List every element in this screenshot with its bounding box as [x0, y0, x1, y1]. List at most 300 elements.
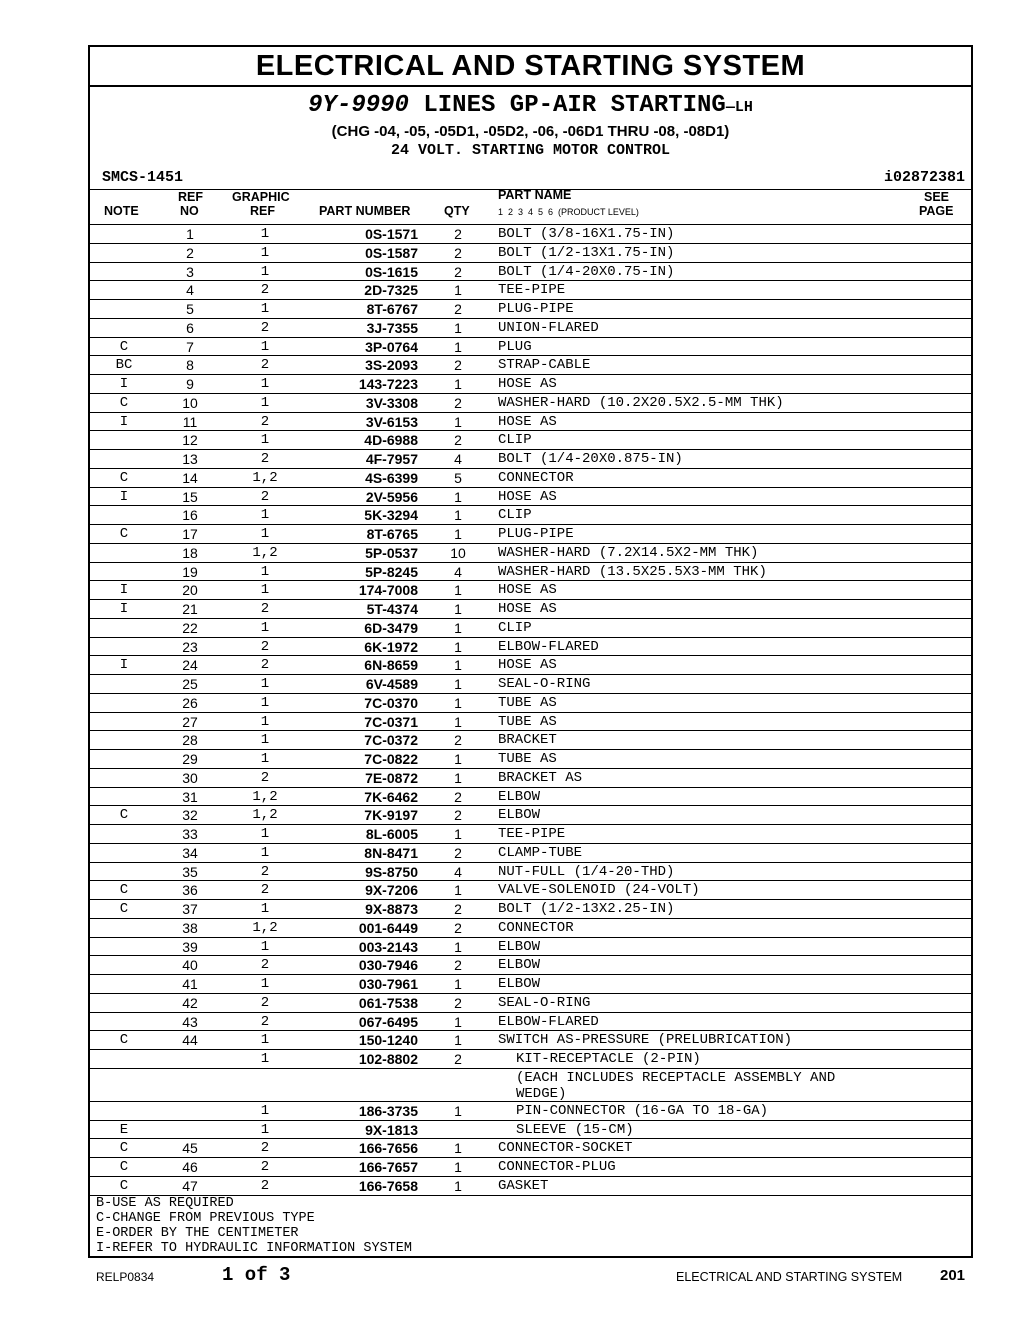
page-of: 1 of 3	[222, 1264, 291, 1286]
row-part-number: 4F-7957	[365, 451, 418, 467]
row-part-number: 030-7961	[358, 976, 418, 992]
illustration-id: i02872381	[883, 169, 965, 186]
row-qty: 4	[454, 863, 462, 880]
row-ref-no: 12	[182, 432, 198, 449]
row-ref-no: 36	[182, 882, 198, 899]
row-note: I	[119, 582, 129, 599]
parts-page-frame	[88, 45, 973, 1258]
row-part-name: HOSE AS	[498, 376, 557, 392]
row-part-name: TEE-PIPE	[498, 826, 566, 842]
row-part-name: CONNECTOR	[498, 919, 574, 936]
row-part-number: 5P-0537	[365, 544, 418, 561]
row-part-number: 5K-3294	[364, 507, 418, 524]
row-part-name: BRACKET	[498, 732, 557, 749]
page-footer	[0, 1262, 1020, 1292]
row-qty: 1	[454, 638, 462, 655]
row-qty: 1	[454, 769, 462, 786]
row-ref-no: 29	[182, 751, 198, 767]
row-part-name: SEAL-O-RING	[498, 676, 591, 692]
row-note: C	[119, 901, 129, 917]
row-part-number: 003-2143	[358, 938, 418, 955]
row-qty: 4	[454, 451, 462, 467]
row-part-number: 166-7656	[358, 1140, 418, 1157]
row-ref-no: 32	[182, 807, 198, 824]
table-row	[90, 655, 971, 674]
row-qty: 1	[454, 1032, 462, 1049]
row-qty: 2	[454, 732, 462, 749]
table-row	[90, 543, 971, 562]
smcs-row	[90, 167, 971, 189]
table-row	[90, 599, 971, 618]
col-part-number: PART NUMBER	[319, 204, 411, 218]
row-part-name: TEE-PIPE	[498, 282, 566, 299]
table-row	[90, 1030, 971, 1049]
note-line: I-REFER TO HYDRAULIC INFORMATION SYSTEM	[96, 1241, 412, 1256]
row-qty: 2	[454, 807, 462, 824]
row-graphic-ref: 1	[260, 376, 270, 392]
row-ref-no: 20	[182, 582, 198, 599]
row-part-number: 4S-6399	[365, 469, 418, 486]
row-ref-no: 42	[182, 994, 198, 1011]
row-graphic-ref: 1	[260, 751, 270, 767]
footer-section: ELECTRICAL AND STARTING SYSTEM	[676, 1270, 903, 1284]
row-ref-no: 23	[182, 638, 198, 655]
row-qty: 2	[454, 788, 462, 805]
row-part-name: HOSE AS	[498, 657, 557, 674]
row-part-name: ELBOW-FLARED	[498, 638, 599, 655]
table-row	[90, 487, 971, 506]
row-qty: 2	[454, 357, 462, 374]
table-row	[90, 674, 971, 693]
table-row	[90, 1101, 971, 1120]
row-ref-no: 28	[182, 732, 198, 749]
row-graphic-ref: 1,2	[252, 807, 278, 824]
table-row	[90, 955, 971, 974]
row-part-number: 143-7223	[358, 376, 418, 392]
row-graphic-ref: 1	[260, 563, 270, 580]
col-product-level: 1 2 3 4 5 6 (PRODUCT LEVEL)	[498, 207, 639, 217]
row-ref-no: 27	[182, 713, 198, 730]
row-ref-no: 19	[182, 563, 198, 580]
row-part-number: 0S-1571	[365, 226, 418, 242]
row-graphic-ref: 1	[260, 301, 270, 317]
note-line: B-USE AS REQUIRED	[96, 1196, 234, 1211]
row-part-number: 3J-7355	[366, 319, 418, 336]
row-part-number: 0S-1615	[365, 263, 418, 280]
row-graphic-ref: 2	[260, 863, 270, 880]
row-qty: 1	[454, 413, 462, 430]
row-part-number: 3V-6153	[365, 413, 418, 430]
row-graphic-ref: 1	[260, 694, 270, 711]
row-part-name: BOLT (3/8-16X1.75-IN)	[498, 226, 675, 242]
row-ref-no: 44	[182, 1032, 198, 1049]
row-part-name: UNION-FLARED	[498, 319, 599, 336]
row-graphic-ref: 1	[260, 338, 270, 355]
row-qty: 1	[454, 1140, 462, 1157]
row-qty: 2	[454, 432, 462, 449]
row-ref-no: 2	[186, 244, 194, 261]
row-part-number: 6K-1972	[364, 638, 418, 655]
table-row	[90, 937, 971, 956]
row-ref-no: 18	[182, 544, 198, 561]
row-note: I	[119, 657, 129, 674]
row-graphic-ref: 1	[260, 526, 270, 542]
row-qty: 1	[454, 282, 462, 299]
table-row	[90, 880, 971, 899]
row-ref-no: 26	[182, 694, 198, 711]
row-ref-no: 33	[182, 826, 198, 842]
row-part-name: ELBOW-FLARED	[498, 1013, 599, 1030]
row-part-number: 7C-0822	[364, 751, 418, 767]
row-ref-no: 11	[182, 413, 198, 430]
row-part-name: BOLT (1/4-20X0.875-IN)	[498, 451, 683, 467]
row-qty: 1	[454, 976, 462, 992]
row-ref-no: 22	[182, 619, 198, 636]
row-graphic-ref: 2	[260, 451, 270, 467]
row-part-number: 174-7008	[358, 582, 418, 599]
row-ref-no: 7	[186, 338, 194, 355]
table-row	[90, 1068, 971, 1101]
row-part-name: CONNECTOR-PLUG	[498, 1159, 616, 1175]
row-qty: 1	[454, 1177, 462, 1194]
table-row	[90, 1157, 971, 1176]
row-graphic-ref: 2	[260, 994, 270, 1011]
row-part-name: ELBOW	[498, 938, 541, 955]
row-part-number: 9X-8873	[365, 901, 418, 917]
row-ref-no: 45	[182, 1140, 198, 1157]
row-qty: 1	[454, 319, 462, 336]
row-qty: 2	[454, 226, 462, 242]
row-part-name: HOSE AS	[498, 582, 557, 599]
row-qty: 5	[454, 469, 462, 486]
row-graphic-ref: 1	[260, 1121, 270, 1138]
row-part-name: CLIP	[498, 507, 532, 524]
row-part-number: 5T-4374	[366, 601, 418, 617]
row-qty: 1	[454, 657, 462, 674]
note-line: E-ORDER BY THE CENTIMETER	[96, 1226, 299, 1241]
row-note: C	[119, 1159, 129, 1175]
table-row	[90, 430, 971, 449]
group-number: 9Y-9990	[308, 92, 409, 119]
row-graphic-ref: 2	[260, 357, 270, 374]
row-qty: 1	[454, 1013, 462, 1030]
row-graphic-ref: 1	[260, 713, 270, 730]
table-row	[90, 355, 971, 374]
row-graphic-ref: 2	[260, 957, 270, 974]
row-part-number: 7C-0372	[364, 732, 418, 749]
row-qty: 1	[454, 488, 462, 505]
row-graphic-ref: 1,2	[252, 788, 278, 805]
col-see-top: SEE	[924, 190, 950, 204]
row-part-name: HOSE AS	[498, 413, 557, 430]
row-graphic-ref: 1	[260, 1102, 270, 1119]
row-part-name: TUBE AS	[498, 694, 557, 711]
table-row	[90, 787, 971, 806]
change-info: (CHG -04, -05, -05D1, -05D2, -06, -06D1 THRU -08, -08D1)	[331, 123, 730, 140]
row-note: E	[119, 1121, 129, 1138]
row-part-number: 7C-0371	[364, 713, 418, 730]
table-row	[90, 280, 971, 299]
table-row	[90, 862, 971, 881]
row-graphic-ref: 1	[260, 938, 270, 955]
table-row	[90, 899, 971, 918]
notes-legend	[90, 1195, 971, 1256]
row-ref-no: 31	[182, 788, 198, 805]
table-row	[90, 843, 971, 862]
group-header	[90, 91, 971, 161]
row-ref-no: 47	[182, 1177, 198, 1194]
row-graphic-ref: 2	[260, 1159, 270, 1175]
col-part-name: PART NAME	[498, 188, 572, 202]
table-row	[90, 712, 971, 731]
row-graphic-ref: 1	[260, 226, 270, 242]
row-graphic-ref: 2	[260, 657, 270, 674]
smcs-code: SMCS-1451	[102, 169, 184, 186]
row-note: C	[119, 1140, 129, 1157]
col-ref-bottom: NO	[180, 204, 199, 218]
row-ref-no: 15	[182, 488, 198, 505]
row-part-name: CONNECTOR	[498, 469, 574, 486]
col-graphic-bottom: REF	[250, 204, 275, 218]
table-row	[90, 449, 971, 468]
row-ref-no: 1	[186, 226, 194, 242]
row-part-number: 9S-8750	[365, 863, 418, 880]
row-ref-no: 8	[186, 357, 194, 374]
row-part-number: 6V-4589	[365, 676, 418, 692]
row-part-name: HOSE AS	[498, 601, 557, 617]
row-qty: 1	[454, 376, 462, 392]
row-part-number: 3V-3308	[365, 394, 418, 411]
table-row	[90, 1049, 971, 1068]
row-part-number: 2V-5956	[365, 488, 418, 505]
group-side: —LH	[725, 99, 753, 116]
row-ref-no: 24	[182, 657, 198, 674]
row-qty: 2	[454, 994, 462, 1011]
row-graphic-ref: 1	[260, 432, 270, 449]
row-part-number: 6D-3479	[364, 619, 418, 636]
row-part-name: SEAL-O-RING	[498, 994, 591, 1011]
row-part-name: WASHER-HARD (7.2X14.5X2-MM THK)	[498, 544, 759, 561]
table-row	[90, 337, 971, 356]
row-graphic-ref: 1	[260, 263, 270, 280]
row-ref-no: 4	[186, 282, 194, 299]
row-part-name: BOLT (1/2-13X1.75-IN)	[498, 244, 675, 261]
table-row	[90, 805, 971, 824]
row-graphic-ref: 2	[260, 1140, 270, 1157]
row-part-name: PLUG	[498, 338, 532, 355]
table-row	[90, 468, 971, 487]
row-qty: 2	[454, 844, 462, 861]
row-note: I	[119, 488, 129, 505]
row-qty: 1	[454, 619, 462, 636]
row-note: BC	[115, 357, 133, 374]
row-note: I	[119, 376, 129, 392]
row-ref-no: 16	[182, 507, 198, 524]
row-note: C	[119, 526, 129, 542]
col-note: NOTE	[104, 204, 139, 218]
row-graphic-ref: 2	[260, 638, 270, 655]
row-part-name: TUBE AS	[498, 751, 557, 767]
row-qty: 1	[454, 526, 462, 542]
row-part-number: 4D-6988	[364, 432, 418, 449]
table-row	[90, 393, 971, 412]
table-row	[90, 505, 971, 524]
row-qty: 1	[454, 882, 462, 899]
col-see-bottom: PAGE	[919, 204, 954, 218]
row-graphic-ref: 1	[260, 507, 270, 524]
table-row	[90, 224, 971, 243]
row-qty: 1	[454, 694, 462, 711]
row-part-name: CONNECTOR-SOCKET	[498, 1140, 633, 1157]
row-note: I	[119, 601, 129, 617]
row-ref-no: 3	[186, 263, 194, 280]
row-ref-no: 21	[182, 601, 198, 617]
note-line: C-CHANGE FROM PREVIOUS TYPE	[96, 1211, 315, 1226]
group-subtitle: 24 VOLT. STARTING MOTOR CONTROL	[390, 142, 671, 159]
doc-code: RELP0834	[96, 1270, 155, 1284]
row-graphic-ref: 1	[260, 676, 270, 692]
table-row	[90, 693, 971, 712]
row-qty: 2	[454, 957, 462, 974]
row-part-number: 8L-6005	[365, 826, 418, 842]
row-part-name: HOSE AS	[498, 488, 557, 505]
row-ref-no: 5	[186, 301, 194, 317]
row-part-name: ELBOW	[498, 788, 541, 805]
row-part-name: CLIP	[498, 432, 532, 449]
row-part-name: ELBOW	[498, 976, 541, 992]
row-qty: 2	[454, 919, 462, 936]
row-part-number: 3P-0764	[365, 338, 418, 355]
row-part-number: 9X-7206	[365, 882, 418, 899]
row-part-number: 061-7538	[358, 994, 418, 1011]
row-ref-no: 38	[182, 919, 198, 936]
row-part-name: SLEEVE (15-CM)	[516, 1121, 634, 1138]
row-ref-no: 40	[182, 957, 198, 974]
row-qty: 2	[454, 394, 462, 411]
row-ref-no: 37	[182, 901, 198, 917]
table-row	[90, 243, 971, 262]
row-part-number: 150-1240	[358, 1032, 418, 1049]
row-note: I	[119, 413, 129, 430]
row-part-number: 166-7657	[358, 1159, 418, 1175]
row-part-number: 8T-6765	[366, 526, 418, 542]
row-part-name: SWITCH AS-PRESSURE (PRELUBRICATION)	[498, 1032, 793, 1049]
row-qty: 1	[454, 826, 462, 842]
row-ref-no: 34	[182, 844, 198, 861]
row-qty: 1	[454, 713, 462, 730]
table-row	[90, 524, 971, 543]
row-part-name: BOLT (1/2-13X2.25-IN)	[498, 901, 675, 917]
page-number: 201	[940, 1267, 966, 1284]
row-graphic-ref: 1	[260, 826, 270, 842]
row-graphic-ref: 1	[260, 844, 270, 861]
row-graphic-ref: 2	[260, 488, 270, 505]
row-qty: 2	[454, 263, 462, 280]
row-part-name: TUBE AS	[498, 713, 557, 730]
row-qty: 2	[454, 1051, 462, 1067]
row-part-number: 030-7946	[358, 957, 418, 974]
row-part-number: 001-6449	[358, 919, 418, 936]
row-graphic-ref: 1	[260, 619, 270, 636]
row-part-name: WASHER-HARD (10.2X20.5X2.5-MM THK)	[498, 394, 784, 411]
table-row	[90, 730, 971, 749]
table-row	[90, 1176, 971, 1195]
row-part-number: 0S-1587	[365, 244, 418, 261]
row-graphic-ref: 2	[260, 882, 270, 899]
row-part-number: 067-6495	[358, 1013, 418, 1030]
table-row	[90, 974, 971, 993]
row-qty: 1	[454, 1102, 462, 1119]
row-graphic-ref: 1	[260, 1051, 270, 1067]
row-part-number: 166-7658	[358, 1177, 418, 1194]
column-headers	[90, 189, 971, 220]
row-ref-no: 46	[182, 1159, 198, 1175]
row-note: C	[119, 807, 129, 824]
table-row	[90, 299, 971, 318]
row-qty: 1	[454, 1159, 462, 1175]
group-title	[90, 91, 971, 123]
row-part-number: 7K-9197	[364, 807, 418, 824]
row-qty: 1	[454, 676, 462, 692]
row-qty: 10	[450, 544, 466, 561]
row-qty: 1	[454, 751, 462, 767]
table-row	[90, 1012, 971, 1031]
col-graphic-top: GRAPHIC	[232, 190, 290, 204]
page-title: ELECTRICAL AND STARTING SYSTEM	[90, 47, 971, 87]
row-graphic-ref: 1,2	[252, 469, 278, 486]
table-row	[90, 374, 971, 393]
table-row	[90, 1120, 971, 1139]
row-ref-no: 17	[182, 526, 198, 542]
row-part-name: STRAP-CABLE	[498, 357, 591, 374]
table-row	[90, 637, 971, 656]
parts-list	[90, 224, 971, 1195]
row-part-number: 8T-6767	[366, 301, 418, 317]
row-ref-no: 10	[182, 394, 198, 411]
row-part-name: ELBOW	[498, 807, 541, 824]
row-qty: 1	[454, 582, 462, 599]
row-part-name: WASHER-HARD (13.5X25.5X3-MM THK)	[498, 563, 767, 580]
row-part-number: 7E-0872	[365, 769, 418, 786]
row-graphic-ref: 1	[260, 976, 270, 992]
row-part-name: BOLT (1/4-20X0.75-IN)	[498, 263, 675, 280]
row-note: C	[119, 338, 129, 355]
row-ref-no: 14	[182, 469, 198, 486]
row-note: C	[119, 394, 129, 411]
col-qty: QTY	[444, 204, 470, 218]
row-qty: 4	[454, 563, 462, 580]
row-part-name: KIT-RECEPTACLE (2-PIN)	[516, 1051, 701, 1067]
row-part-name: NUT-FULL (1/4-20-THD)	[498, 863, 675, 880]
table-row	[90, 318, 971, 337]
row-part-number: 2D-7325	[364, 282, 418, 299]
row-part-number: 6N-8659	[364, 657, 418, 674]
row-part-name: (EACH INCLUDES RECEPTACLE ASSEMBLY AND WEDGE)	[516, 1069, 836, 1102]
row-graphic-ref: 2	[260, 282, 270, 299]
table-row	[90, 749, 971, 768]
row-ref-no: 35	[182, 863, 198, 880]
row-part-number: 186-3735	[358, 1102, 418, 1119]
row-ref-no: 30	[182, 769, 198, 786]
row-part-name: PIN-CONNECTOR (16-GA TO 18-GA)	[516, 1102, 769, 1119]
row-graphic-ref: 1	[260, 1032, 270, 1049]
row-ref-no: 9	[186, 376, 194, 392]
row-part-name: CLIP	[498, 619, 532, 636]
row-qty: 1	[454, 507, 462, 524]
row-ref-no: 6	[186, 319, 194, 336]
row-graphic-ref: 2	[260, 1177, 270, 1194]
row-part-name: VALVE-SOLENOID (24-VOLT)	[498, 882, 700, 899]
